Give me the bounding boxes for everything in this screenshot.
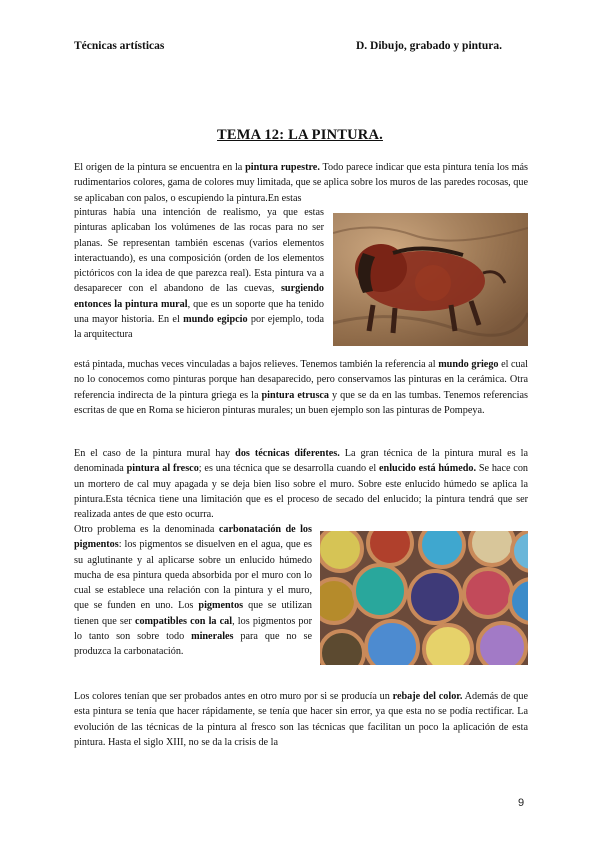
paragraph-1: El origen de la pintura se encuentra en la pintura rupestre. Todo parece indicar que esta pintura tenía los más rudimentarios colores, gama de colores muy limitada, que se aplica sobre los muros de las paredes rocosas, que se aplicaban con palos, o escupiendo la pintura.En estas [74,162,529,204]
header-left: Técnicas artísticas [74,40,165,52]
page-number: 9 [518,797,525,809]
paragraph-4: Los colores tenían que ser probados antes en otro muro por si se producía un rebaje del color. Además de que esta pintura se tenía que hacer rápidamente, se tenía que hacer sin error, ya que esta no se podía rectificar. La evolución de las técnicas de la pintura al fresco son las técnicas que facilitan un poco la aplicación de esta pintura. Hasta el siglo XIII, no se da la crisis de la [74,691,528,748]
paragraph-2: En el caso de la pintura mural hay dos técnicas diferentes. La gran técnica de la pintura mural es la denominada pintura al fresco; es una técnica que se desarrolla cuando el enlucido está húmedo. Se hace con un mortero de cal muy apagada y se deja bien liso sobre el muro. Sobre este enlucido húmedo se aplica la pintura.Esta técnica tiene una limitación que es el proceso de secado del enlucido; la pintura tendrá que ser realizada antes de que esto ocurra. [74,448,529,521]
bison-icon [333,213,528,346]
header-right: D. Dibujo, grabado y pintura. [355,40,502,52]
pigments-image [320,531,528,665]
page-header [74,40,502,54]
pigment-bowls-icon [320,531,528,665]
paragraph-1-continued: está pintada, muchas veces vinculadas a bajos relieves. Tenemos también la referencia al mundo griego el cual no lo conocemos como pinturas porque han desaparecido, pero conservamos las pinturas en la cerámica. Otra referencia indirecta de la pintura griega es la pintura etrusca y que se da en las tumbas. Tenemos referencias escritas de que en Roma se hicieron pinturas murales; un buen ejemplo son las pinturas de Pompeya. [74,359,529,416]
cave-painting-image [333,213,528,346]
page-title: TEMA 12: LA PINTURA. [217,127,383,143]
paragraph-3: Otro problema es la denominada carbonatación de los pigmentos: los pigmentos se disuelven en el agua, que es su aglutinante y al aplicarse sobre un enlucido húmedo mucha de esa pintura queda absorbida por el muro con lo cual se establece una relación con la pintura y el muro, que se funden en uno. Los pigmentos que se utilizan tienen que ser compatibles con la cal, los pigmentos por lo tanto son sobre todo minerales para que no se produzca la carbonatación. [74,524,313,658]
paragraph-1-wrap: pinturas había una intención de realismo, ya que estas pinturas aplicaban los volúmenes de las rocas para no ser planas. Se representan también escenas (varios elementos interactuando), es una composición (orden de los elementos pictóricos con la idea de que parezca real). Esta pintura va a desaparecer con el abandono de las cuevas, surgiendo entonces la pintura mural, que es un soporte que ha tenido una mayor historia. En el mundo egipcio por ejemplo, toda la arquitectura [74,207,324,341]
